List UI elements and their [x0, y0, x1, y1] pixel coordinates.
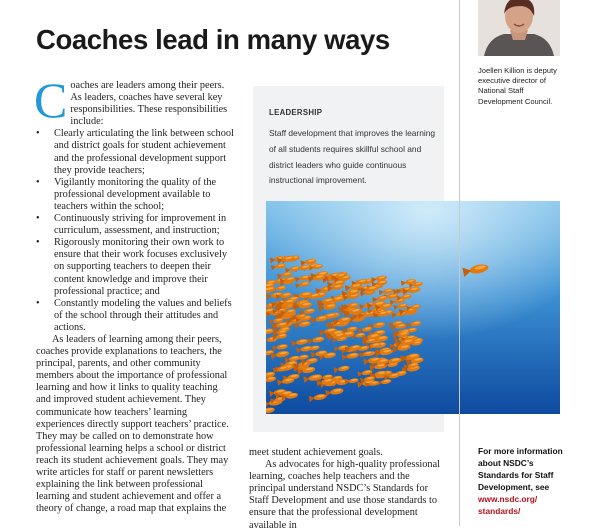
fish-school-image [266, 201, 560, 414]
standards-link-cont[interactable]: standards/ [478, 506, 521, 516]
list-item: • Rigorously monitoring their own work to ensure that their work focuses exclusively on supporting teachers to deepen their content knowledge and improve their professional practice; and [36, 237, 234, 297]
author-photo [478, 0, 560, 56]
body-column-2 [249, 447, 445, 532]
drop-cap: C [34, 72, 68, 128]
list-item: • Vigilantly monitoring the quality of the professional development available to teachers within the school; [36, 177, 234, 213]
standards-link[interactable]: www.nsdc.org/ [478, 494, 538, 504]
author-caption: Joellen Killion is deputy executive director of National Staff Development Council. [478, 66, 557, 106]
article-title: Coaches lead in many ways [36, 24, 390, 55]
body-column-1 [34, 72, 234, 515]
list-item: • Constantly modeling the values and beliefs of the school through their attitudes and actions. [36, 298, 234, 334]
body-line: meet student achievement goals. [249, 447, 383, 458]
body-paragraph: As advocates for high-quality professional learning, coaches help teachers and the principal understand NSDC’s Standards for Staff Development and use those standards to ensure that the professional development available in [249, 459, 441, 531]
fish-illustration [266, 201, 560, 414]
responsibilities-list [36, 128, 234, 334]
intro-paragraph [34, 72, 234, 128]
list-item: • Clearly articulating the link between school and district goals for student achievement and the professional development support they provide teachers; [36, 128, 234, 176]
more-info [478, 445, 576, 517]
list-item: • Continuously striving for improvement in curriculum, assessment, and instruction; [36, 213, 234, 237]
column-divider [459, 0, 460, 526]
intro-text: oaches are leaders among their peers. As leaders, coaches have several key responsibilities. These responsibilities include: [70, 80, 228, 128]
sidebar-text: Staff development that improves the learning of all students requires skillful school and district leaders who guide continuous instructional improvement. [269, 128, 436, 186]
sidebar-heading: LEADERSHIP [269, 108, 323, 117]
body-paragraph: As leaders of learning among their peers, coaches provide explanations to teachers, the principal, parents, and other community members about the importance of professional learning and how it links to quality teaching and improved student achievement. They communicate how teachers’ learning experiences directly support teachers’ practice. They may be called on to demonstrate how professional learning helps a school or district reach its student achievement goals. They may write articles for staff or parent newsletters explaining the link between professional learning and student achievement and offer a theory of change, a road map that explains the [36, 333, 229, 515]
more-info-text: For more information about NSDC’s Standards for Staff Development, see [478, 446, 563, 492]
